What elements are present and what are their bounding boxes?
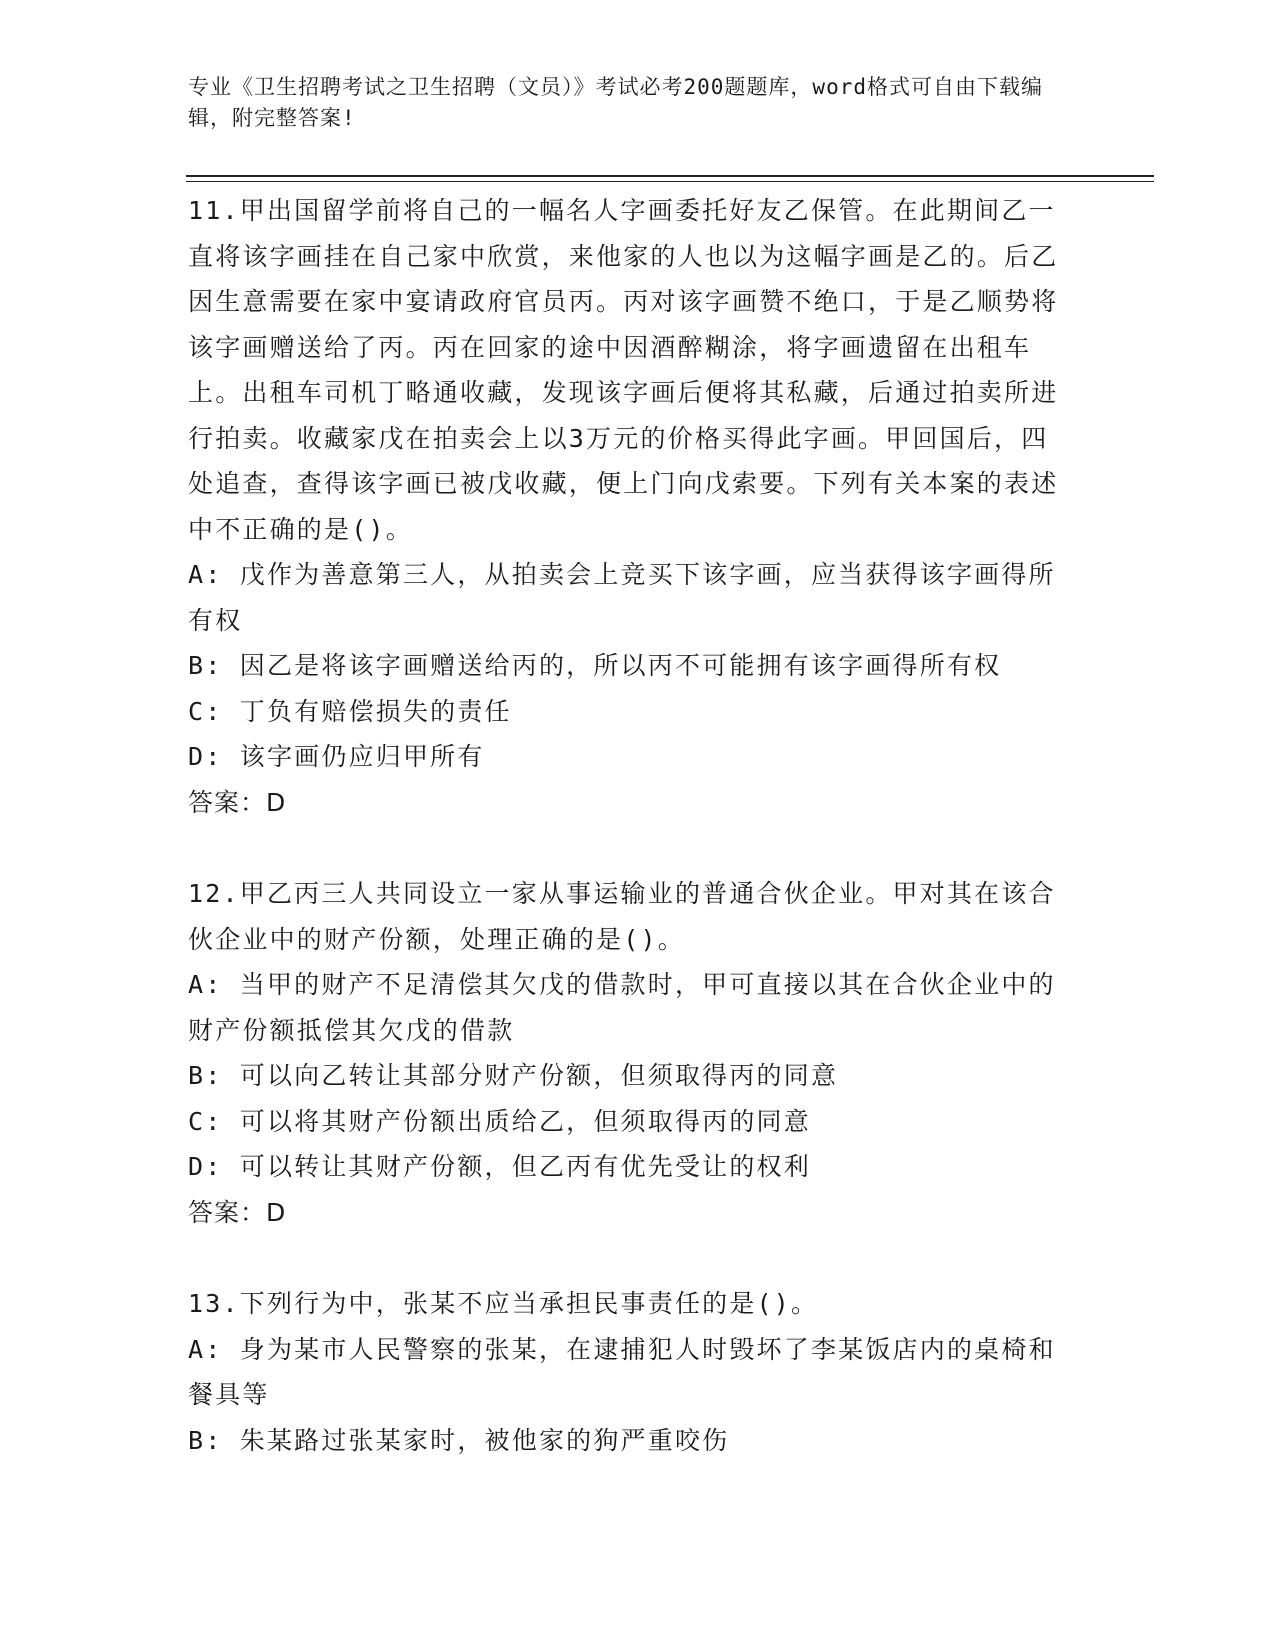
question-stem: 12.甲乙丙三人共同设立一家从事运输业的普通合伙企业。甲对其在该合伙企业中的财产份额，处理正确的是()。 xyxy=(188,879,1056,954)
option-c: C: 可以将其财产份额出质给乙，但须取得丙的同意 xyxy=(188,1106,811,1136)
question-spacer xyxy=(188,1235,1068,1281)
question-list xyxy=(188,188,1068,1463)
option-b: B: 可以向乙转让其部分财产份额，但须取得丙的同意 xyxy=(188,1061,839,1090)
option-d: D: 可以转让其财产份额，但乙丙有优先受让的权利 xyxy=(188,1152,811,1181)
question-12 xyxy=(188,871,1068,1235)
option-d: D: 该字画仍应归甲所有 xyxy=(188,742,485,771)
question-spacer xyxy=(188,825,1068,871)
option-c: C: 丁负有赔偿损失的责任 xyxy=(188,696,512,726)
question-stem: 13.下列行为中，张某不应当承担民事责任的是()。 xyxy=(188,1289,819,1318)
question-13 xyxy=(188,1281,1068,1463)
option-b: B: 因乙是将该字画赠送给丙的，所以丙不可能拥有该字画得所有权 xyxy=(188,651,1002,680)
option-a: A: 当甲的财产不足清偿其欠戊的借款时，甲可直接以其在合伙企业中的财产份额抵偿其欠戊的借款 xyxy=(188,970,1056,1045)
option-a: A: 戊作为善意第三人，从拍卖会上竞买下该字画，应当获得该字画得所有权 xyxy=(188,560,1056,635)
header-divider-thin xyxy=(186,181,1154,182)
header-divider-thick xyxy=(186,175,1154,177)
document-header: 专业《卫生招聘考试之卫生招聘（文员）》考试必考200题题库，word格式可自由下载编辑，附完整答案! xyxy=(188,75,1043,130)
answer-line: 答案：D xyxy=(188,787,287,817)
option-b: B: 朱某路过张某家时，被他家的狗严重咬伤 xyxy=(188,1425,730,1455)
option-a: A: 身为某市人民警察的张某，在逮捕犯人时毁坏了李某饭店内的桌椅和餐具等 xyxy=(188,1334,1056,1409)
answer-line: 答案：D xyxy=(188,1197,287,1227)
question-11 xyxy=(188,188,1068,825)
question-stem: 11.甲出国留学前将自己的一幅名人字画委托好友乙保管。在此期间乙一直将该字画挂在自己家中欣赏，来他家的人也以为这幅字画是乙的。后乙因生意需要在家中宴请政府官员丙。丙对该字画赞不绝口，于是乙顺势将该字画赠送给了丙。丙在回家的途中因酒醉糊涂，将字画遗留在出租车上。出租车司机丁略通收藏，发现该字画后便将其私藏，后通过拍卖所进行拍卖。收藏家戊在拍卖会上以3万元的价格买得此字画。甲回国后，四处追查，查得该字画已被戊收藏，便上门向戊索要。下列有关本案的表述中不正确的是()。 xyxy=(188,196,1059,544)
